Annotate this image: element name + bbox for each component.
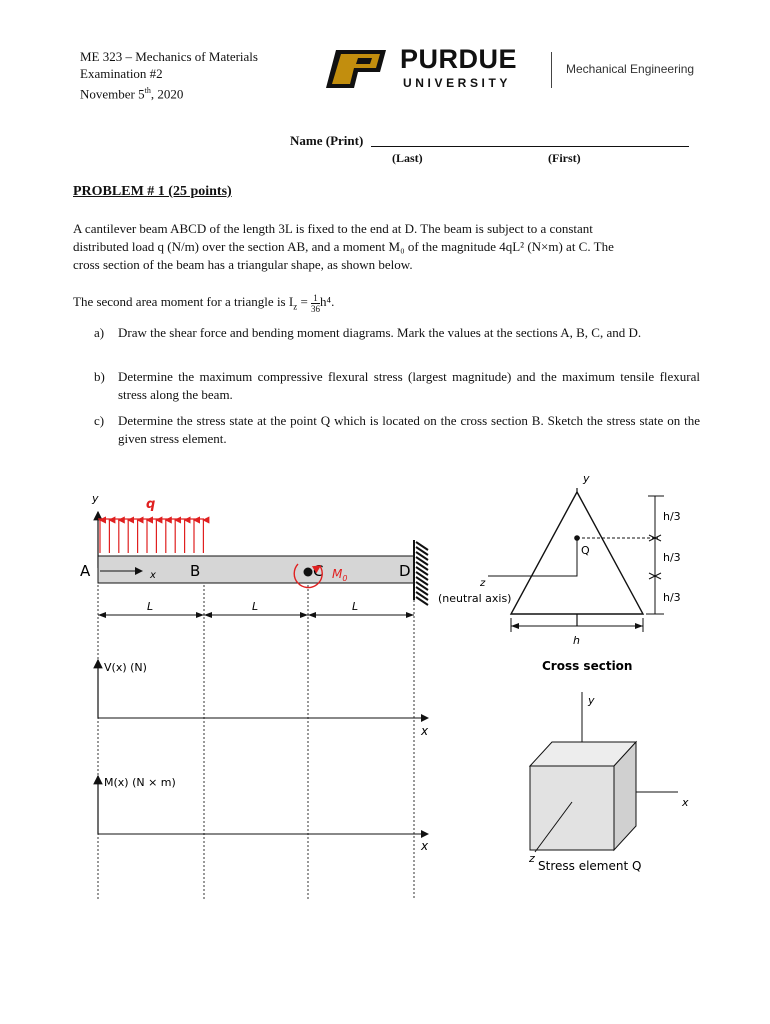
span-label-2: L [252,600,259,613]
course-title: ME 323 – Mechanics of Materials [80,49,258,64]
area-moment-statement: The second area moment for a triangle is $I_z$ = $\frac{1}{36}$ h⁴. [73,292,335,314]
shear-axis-label: V(x) (N) [104,661,147,674]
neutral-axis-label: (neutral axis) [438,592,512,605]
moment-label: $M_0$ [332,567,348,583]
name-first-label: (First) [548,151,581,165]
se-x-label: x [682,796,689,809]
question-a: a) Draw the shear force and bending moment diagrams. Mark the values at the sections A, B, C, and D. [94,325,642,340]
span-label-3: L [352,600,359,613]
intro-line-1: A cantilever beam ABCD of the length 3L is fixed to the end at D. The beam is subject to a constant [73,221,593,236]
name-last-label: (Last) [392,151,423,165]
intro-line-3: cross section of the beam has a triangular shape, as shown below. [73,257,413,272]
point-c-marker [304,568,313,577]
moment-x-label: x [421,839,429,853]
cs-dim-2: h/3 [663,551,681,564]
logo-divider [551,52,552,88]
wall-hatching [416,542,428,605]
problem-intro [73,220,701,274]
cross-section-caption: Cross section [542,659,633,673]
point-a-label: A [80,562,91,580]
cs-base-label: h [573,634,580,647]
section-dotted-lines [98,585,414,900]
span-label-1: L [147,600,154,613]
point-b-label: B [190,562,201,580]
moment-axis-label: M(x) (N × m) [104,776,176,789]
point-d-label: D [399,562,411,580]
cs-y-label: y [583,472,590,485]
se-z-label: z [529,852,535,865]
load-q-label: q [146,497,156,512]
course-header [80,48,258,102]
university-name: PURDUE [400,44,518,74]
exam-number: Examination #2 [80,66,163,81]
name-field-label: Name (Print) [290,133,364,148]
cube-front-face [530,766,614,850]
point-c-label: C [313,562,324,580]
stress-element-caption: Stress element Q [538,859,642,873]
cs-z-label: z [480,578,486,589]
distributed-load-arrows [100,520,203,553]
cs-dim-3: h/3 [663,591,681,604]
shear-x-label: x [421,724,429,738]
beam-body [98,556,414,583]
point-q-label: Q [581,544,590,557]
question-c: c) Determine the stress state at the point Q which is located on the cross section B. Sketch the stress state on the given stress element. [94,413,700,446]
purdue-p-logo [322,46,392,92]
department-name: Mechanical Engineering [566,62,695,76]
intro-line-2: distributed load q (N/m) over the section AB, and a moment M₀ of the magnitude 4qL² (N×m) at C. The [73,239,614,254]
beam-y-label: y [92,492,99,505]
beam-x-label: x [150,570,156,581]
question-b: b) Determine the maximum compressive flexural stress (largest magnitude) and the maximum tensile flexural stress along the beam. [94,369,700,402]
cs-dim-1: h/3 [663,510,681,523]
exam-date: November 5th, 2020 [80,86,184,102]
university-subtitle: UNIVERSITY [403,76,512,90]
problem-figure [0,460,770,900]
name-field-line[interactable] [371,146,689,147]
se-y-label: y [588,694,595,707]
problem-title: PROBLEM # 1 (25 points) [73,184,232,199]
